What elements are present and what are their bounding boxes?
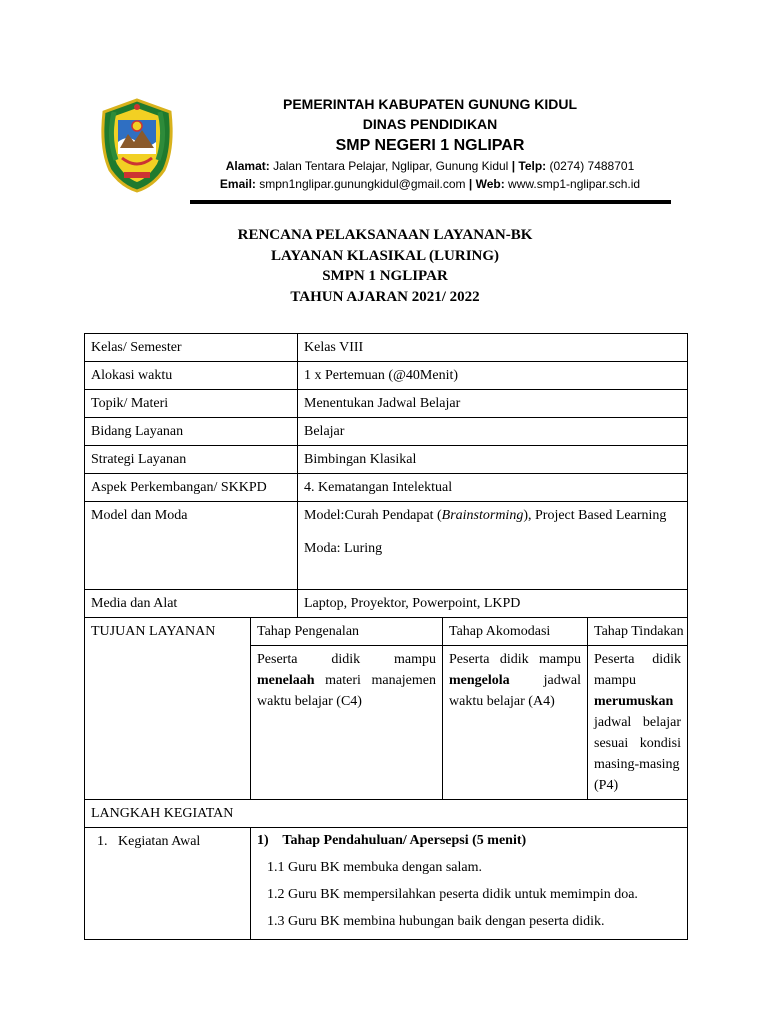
table-row — [85, 446, 688, 474]
web-value: www.smp1-nglipar.sch.id — [508, 177, 641, 191]
stage-goal-verb: mengelola — [449, 673, 510, 688]
phone-value: (0274) 7488701 — [549, 159, 635, 173]
row-label: Aspek Perkembangan/ SKKPD — [85, 474, 298, 502]
activity-steps — [251, 828, 688, 940]
table-row — [85, 390, 688, 418]
email-value: smpn1nglipar.gunungkidul@gmail.com — [259, 177, 466, 191]
email-label: Email: — [219, 177, 256, 191]
row-value: Bimbingan Klasikal — [298, 446, 688, 474]
model-text — [304, 505, 681, 526]
row-label: Media dan Alat — [85, 590, 298, 618]
stage-goal-text: jadwal belajar sesuai kondisi masing-masing (P4) — [594, 715, 681, 793]
document-title-block — [84, 225, 686, 307]
stage-goal-verb: merumuskan — [594, 694, 674, 709]
stage-header: Tahap Akomodasi — [443, 618, 588, 646]
activity-name — [85, 828, 251, 940]
row-value: 4. Kematangan Intelektual — [298, 474, 688, 502]
tujuan-header-row — [85, 618, 688, 646]
separator: | — [511, 159, 516, 173]
table-row-model — [85, 502, 688, 590]
row-label: Topik/ Materi — [85, 390, 298, 418]
step-item: 1.1 Guru BK membuka dengan salam. — [267, 860, 483, 875]
tujuan-label: TUJUAN LAYANAN — [85, 618, 251, 800]
phone-label: Telp: — [518, 159, 547, 173]
row-value: Belajar — [298, 418, 688, 446]
stage-header: Tahap Pengenalan — [251, 618, 443, 646]
stage-goal — [443, 646, 588, 800]
row-label: Strategi Layanan — [85, 446, 298, 474]
stage-goal-text: Peserta didik mampu — [449, 652, 581, 667]
row-value — [298, 502, 688, 590]
model-text-start: Model:Curah Pendapat ( — [304, 508, 442, 523]
stage-goal-text: jadwal waktu belajar (A4) — [449, 673, 581, 709]
stage-title: 1) Tahap Pendahuluan/ Apersepsi (5 menit) — [257, 833, 527, 848]
table-row — [85, 362, 688, 390]
stage-goal-verb: menelaah — [257, 673, 315, 688]
table-row — [85, 474, 688, 502]
stage-goal-text: Peserta didik mampu — [257, 652, 436, 667]
stage-goal-text: Peserta didik mampu — [594, 652, 681, 688]
row-label: Alokasi waktu — [85, 362, 298, 390]
row-label: Kelas/ Semester — [85, 334, 298, 362]
table-row — [85, 418, 688, 446]
document-subtitle: LAYANAN KLASIKAL (LURING) — [270, 247, 500, 264]
separator: | — [468, 177, 473, 191]
address-value: Jalan Tentara Pelajar, Nglipar, Gunung Kidul — [273, 159, 509, 173]
step-item: 1.3 Guru BK membina hubungan baik dengan peserta didik. — [267, 914, 605, 929]
stage-goal — [251, 646, 443, 800]
letterhead-address-line — [190, 157, 670, 175]
document-year: TAHUN AJARAN 2021/ 2022 — [290, 288, 480, 305]
activity-row — [85, 828, 688, 940]
moda-text: Moda: Luring — [304, 541, 383, 556]
address-label: Alamat: — [225, 159, 270, 173]
document-school: SMPN 1 NGLIPAR — [322, 268, 448, 284]
letterhead-contact-line — [190, 175, 670, 193]
web-label: Web: — [475, 177, 505, 191]
stage-goal — [588, 646, 688, 800]
letterhead-divider — [190, 200, 671, 204]
row-value: Laptop, Proyektor, Powerpoint, LKPD — [298, 590, 688, 618]
lesson-plan-table — [84, 333, 688, 940]
letterhead-school-name: SMP NEGERI 1 NGLIPAR — [335, 137, 525, 154]
stage-goal-text: materi manajemen waktu belajar (C4) — [257, 673, 436, 709]
stage-header: Tahap Tindakan — [588, 618, 688, 646]
model-text-end: ), Project Based Learning — [523, 508, 667, 523]
letterhead-department: DINAS PENDIDIKAN — [362, 116, 498, 132]
langkah-label: LANGKAH KEGIATAN — [85, 800, 688, 828]
row-value: Menentukan Jadwal Belajar — [298, 390, 688, 418]
langkah-row — [85, 800, 688, 828]
step-item: 1.2 Guru BK mempersilahkan peserta didik untuk memimpin doa. — [267, 887, 638, 902]
row-label: Bidang Layanan — [85, 418, 298, 446]
regency-emblem-logo — [98, 98, 176, 193]
row-label: Model dan Moda — [85, 502, 298, 590]
document-title: RENCANA PELAKSANAAN LAYANAN-BK — [237, 227, 533, 243]
model-text-italic: Brainstorming — [441, 508, 524, 523]
table-row — [85, 590, 688, 618]
letterhead-government: PEMERINTAH KABUPATEN GUNUNG KIDUL — [283, 96, 577, 112]
activity-label: 1. Kegiatan Awal — [97, 834, 201, 849]
row-value: Kelas VIII — [298, 334, 688, 362]
row-value: 1 x Pertemuan (@40Menit) — [298, 362, 688, 390]
table-row — [85, 334, 688, 362]
